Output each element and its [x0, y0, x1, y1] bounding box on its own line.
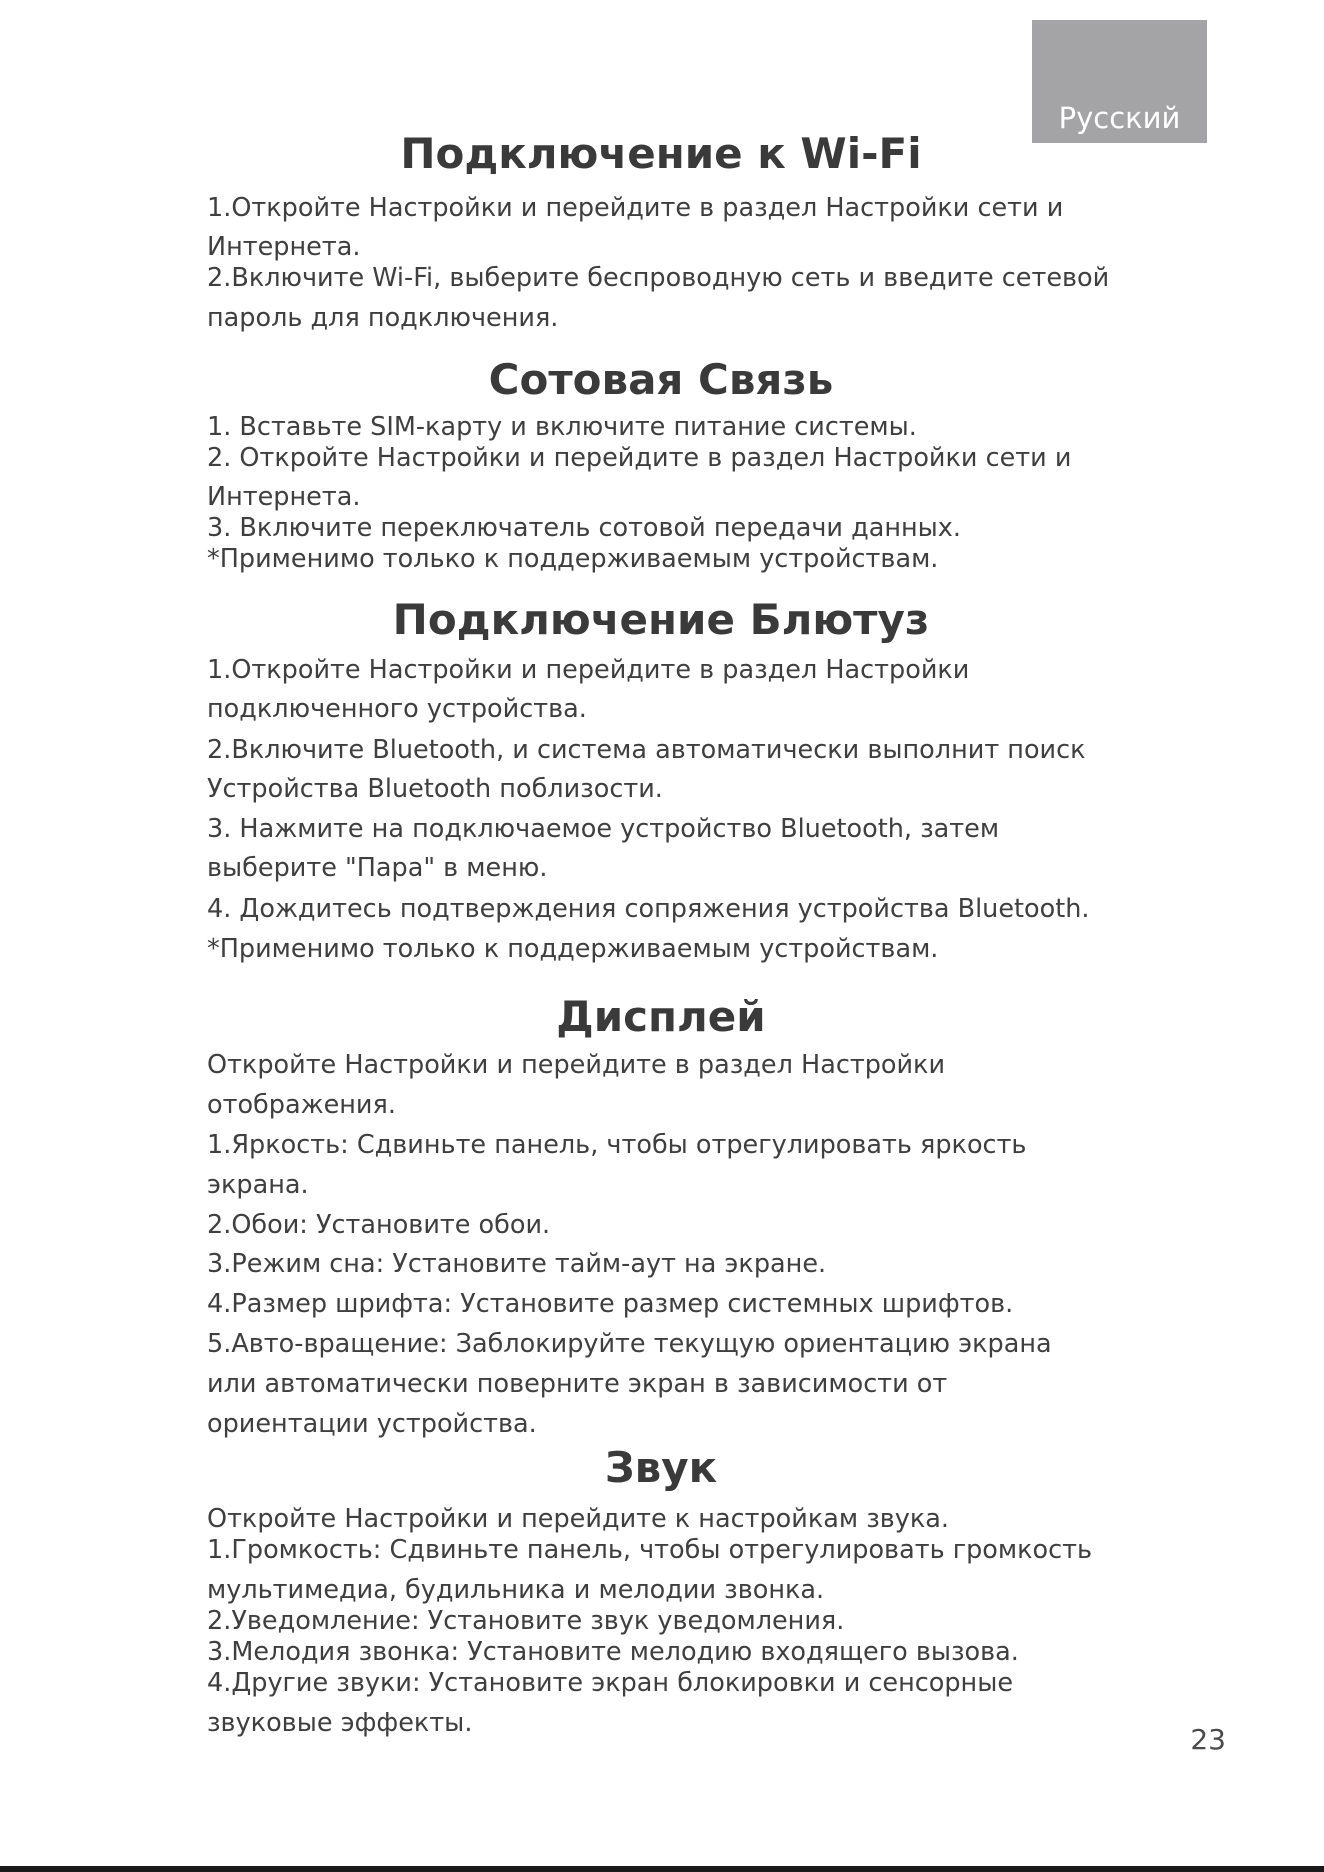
wifi-line-2: Интернета.: [207, 232, 361, 262]
sound-line-3: мультимедиа, будильника и мелодии звонка.: [207, 1575, 825, 1605]
bluetooth-line-2: подключенного устройства.: [207, 694, 587, 724]
section-title-display: Дисплей: [556, 992, 766, 1041]
sound-line-4: 2.Уведомление: Установите звук уведомления.: [207, 1606, 845, 1636]
cellular-line-2: 2. Откройте Настройки и перейдите в раздел Настройки сети и: [207, 443, 1072, 473]
cellular-line-1: 1. Вставьте SIM-карту и включите питание системы.: [207, 412, 917, 442]
sound-line-2: 1.Громкость: Сдвиньте панель, чтобы отрегулировать громкость: [207, 1535, 1093, 1565]
language-tab: [1032, 20, 1207, 143]
sound-line-7: звуковые эффекты.: [207, 1708, 473, 1738]
display-line-10: ориентации устройства.: [207, 1409, 537, 1439]
bluetooth-line-7: 4. Дождитесь подтверждения сопряжения устройства Bluetooth.: [207, 894, 1090, 924]
section-title-sound: Звук: [604, 1443, 718, 1492]
display-line-8: 5.Авто-вращение: Заблокируйте текущую ориентацию экрана: [207, 1329, 1052, 1359]
bottom-border: [0, 1866, 1324, 1872]
display-line-5: 2.Обои: Установите обои.: [207, 1210, 551, 1240]
bluetooth-line-4: Устройства Bluetooth поблизости.: [207, 774, 663, 804]
display-line-2: отображения.: [207, 1090, 396, 1120]
bluetooth-line-5: 3. Нажмите на подключаемое устройство Bluetooth, затем: [207, 814, 1000, 844]
bluetooth-line-8: *Применимо только к поддерживаемым устройствам.: [207, 934, 939, 964]
sound-line-5: 3.Мелодия звонка: Установите мелодию входящего вызова.: [207, 1637, 1019, 1667]
wifi-line-4: пароль для подключения.: [207, 303, 559, 333]
cellular-line-5: *Применимо только к поддерживаемым устройствам.: [207, 544, 939, 574]
sound-line-6: 4.Другие звуки: Установите экран блокировки и сенсорные: [207, 1668, 1014, 1698]
wifi-line-3: 2.Включите Wi-Fi, выберите беспроводную сеть и введите сетевой: [207, 263, 1110, 293]
display-line-3: 1.Яркость: Сдвиньте панель, чтобы отрегулировать яркость: [207, 1130, 1027, 1160]
bluetooth-line-3: 2.Включите Bluetooth, и система автоматически выполнит поиск: [207, 735, 1086, 765]
language-tab-label: Русский: [1058, 101, 1181, 135]
display-line-6: 3.Режим сна: Установите тайм-аут на экране.: [207, 1249, 827, 1279]
bluetooth-line-6: выберите "Пара" в меню.: [207, 853, 548, 883]
sound-line-1: Откройте Настройки и перейдите к настройкам звука.: [207, 1504, 950, 1534]
page-number: 23: [1190, 1723, 1226, 1756]
section-title-cellular: Сотовая Связь: [488, 355, 834, 404]
display-line-1: Откройте Настройки и перейдите в раздел Настройки: [207, 1050, 946, 1080]
cellular-line-3: Интернета.: [207, 482, 361, 512]
bluetooth-line-1: 1.Откройте Настройки и перейдите в раздел Настройки: [207, 655, 970, 685]
cellular-line-4: 3. Включите переключатель сотовой передачи данных.: [207, 513, 962, 543]
wifi-line-1: 1.Откройте Настройки и перейдите в раздел Настройки сети и: [207, 193, 1064, 223]
display-line-4: экрана.: [207, 1170, 309, 1200]
section-title-wifi: Подключение к Wi-Fi: [400, 129, 922, 178]
display-line-7: 4.Размер шрифта: Установите размер системных шрифтов.: [207, 1289, 1014, 1319]
section-title-bluetooth: Подключение Блютуз: [392, 595, 930, 644]
display-line-9: или автоматически поверните экран в зависимости от: [207, 1369, 948, 1399]
